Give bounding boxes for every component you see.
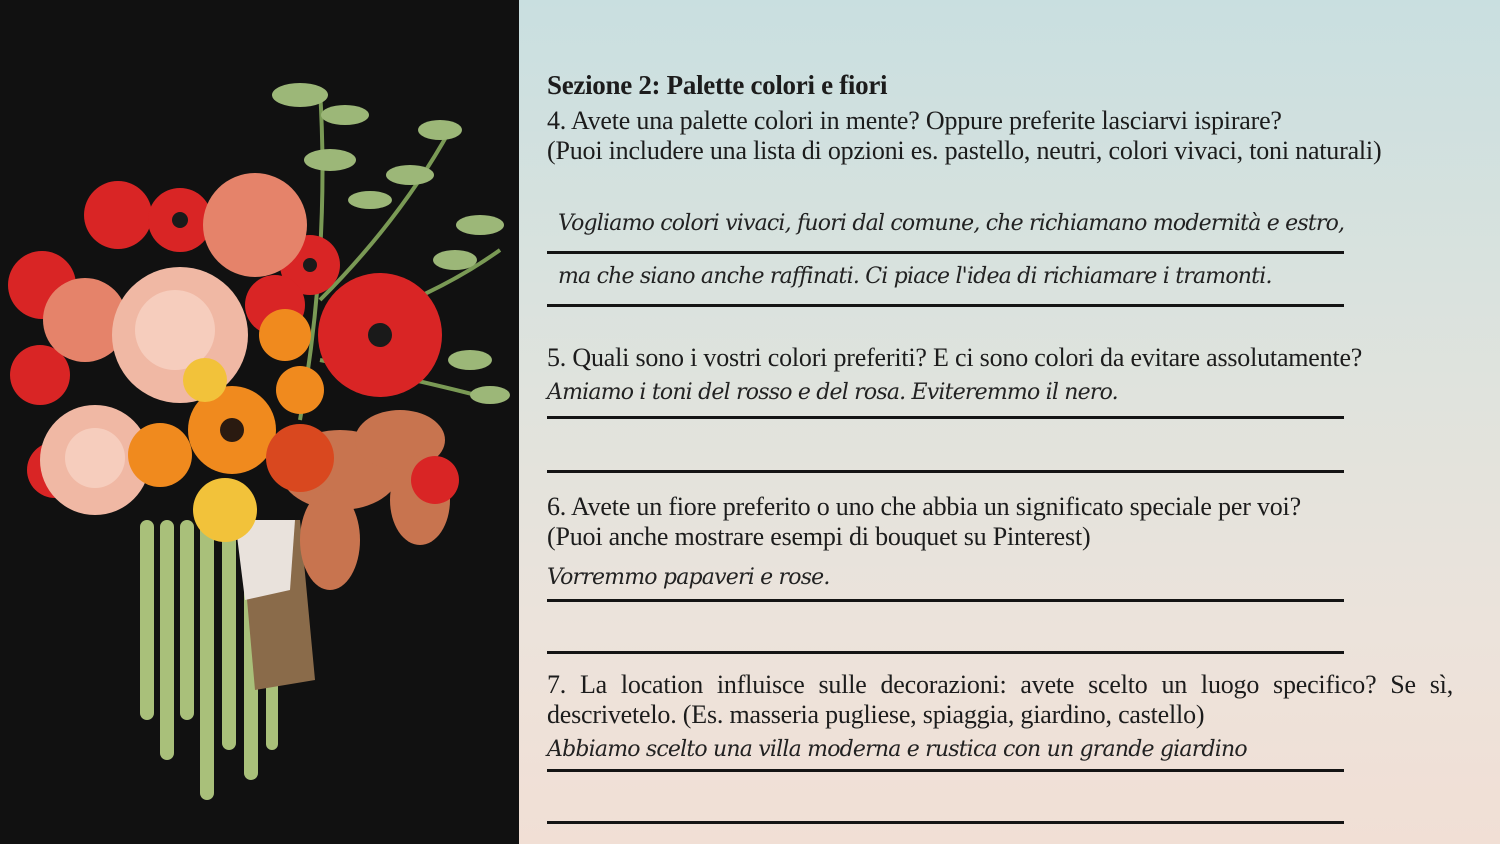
section-title: Sezione 2: Palette colori e fiori — [547, 70, 888, 100]
answer-5-line-1[interactable]: Amiamo i toni del rosso e del rosa. Eviteremmo il nero. — [547, 380, 1118, 405]
answer-line — [547, 821, 1344, 824]
answer-line — [547, 251, 1344, 254]
question-6: 6. Avete un fiore preferito o uno che abbia un significato speciale per voi? — [547, 492, 1301, 521]
red-ranunculus — [266, 424, 334, 492]
answer-line — [547, 651, 1344, 654]
answer-line — [547, 416, 1344, 419]
question-6-note: (Puoi anche mostrare esempi di bouquet su Pinterest) — [547, 522, 1091, 551]
answer-6-line-1[interactable]: Vorremmo papaveri e rose. — [547, 565, 830, 590]
question-4-note: (Puoi includere una lista di opzioni es. pastello, neutri, colori vivaci, toni naturali) — [547, 136, 1382, 165]
answer-line — [547, 304, 1344, 307]
answer-line — [547, 599, 1344, 602]
answer-4-line-2[interactable]: ma che siano anche raffinati. Ci piace l'idea di richiamare i tramonti. — [558, 264, 1272, 289]
answer-7-line-1[interactable]: Abbiamo scelto una villa moderna e rustica con un grande giardino — [547, 737, 1247, 762]
bouquet-illustration — [0, 0, 519, 844]
answer-line — [547, 769, 1344, 772]
ranunculus-center — [220, 418, 244, 442]
question-5: 5. Quali sono i vostri colori preferiti? E ci sono colori da evitare assolutamente? — [547, 343, 1363, 372]
answer-4-line-1[interactable]: Vogliamo colori vivaci, fuori dal comune, che richiamano modernità e estro, — [558, 211, 1345, 236]
answer-line — [547, 470, 1344, 473]
bouquet-panel — [0, 0, 519, 844]
question-7: 7. La location influisce sulle decorazioni: avete scelto un luogo specifico? Se sì, descrivetelo. (Es. masseria pugliese, spiaggia, giardino, castello) — [547, 670, 1453, 729]
question-4: 4. Avete una palette colori in mente? Oppure preferite lasciarvi ispirare? — [547, 106, 1282, 135]
